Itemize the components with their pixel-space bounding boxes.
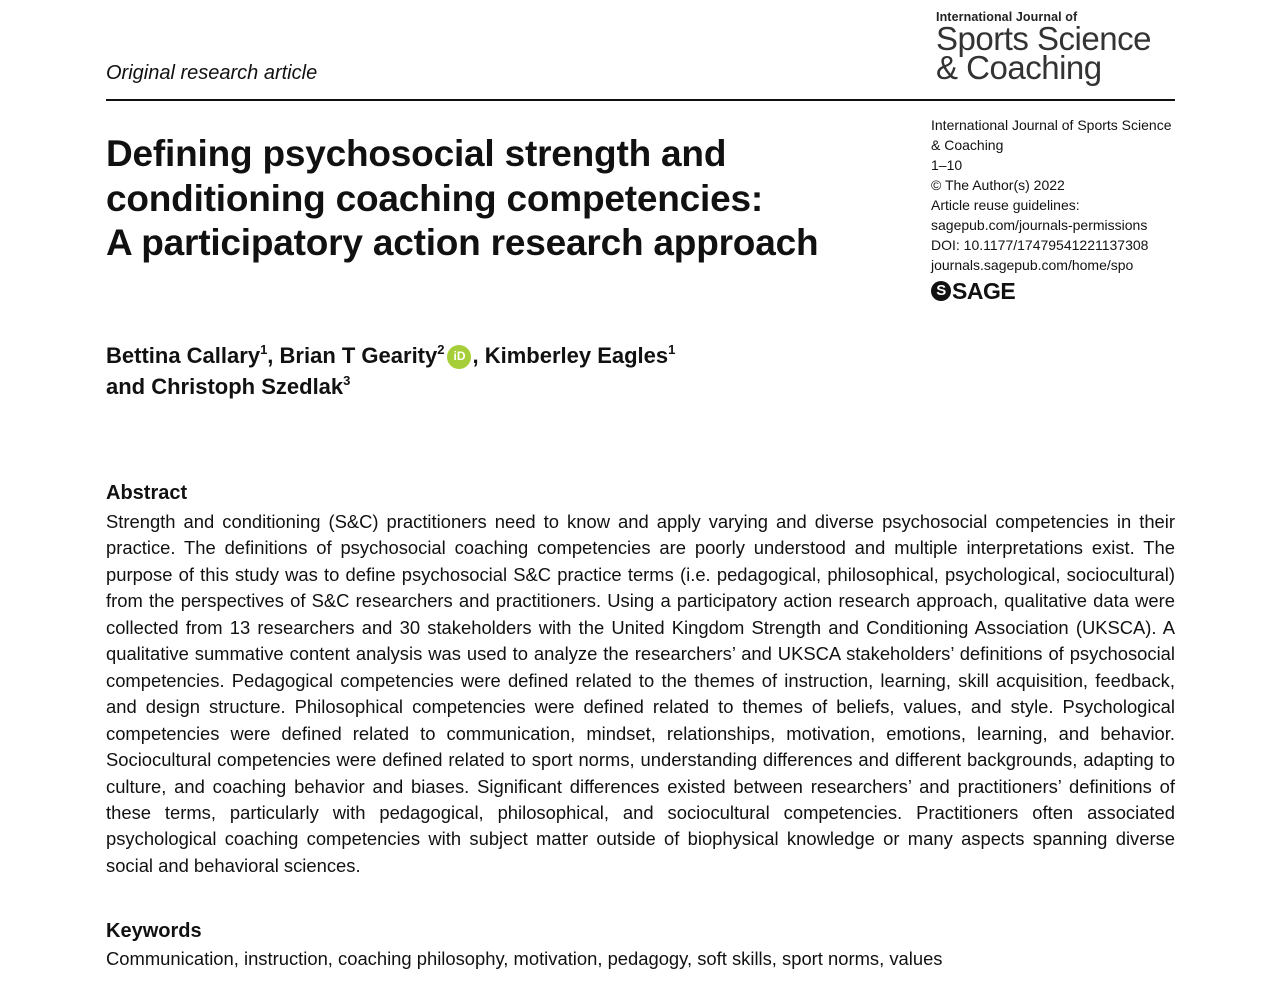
keywords-text: Communication, instruction, coaching philosophy, motivation, pedagogy, soft skills, sport norms, values [106,948,943,969]
journal-logo [936,10,1196,86]
publisher-logo [931,278,1191,304]
author-affiliation: 1 [260,342,268,357]
meta-journal-line2: & Coaching [931,137,1004,153]
meta-doi[interactable]: DOI: 10.1177/17479541221137308 [931,237,1149,253]
meta-journal-line1: International Journal of Sports Science [931,117,1172,133]
author-line [106,340,906,371]
meta-reuse-label: Article reuse guidelines: [931,197,1080,213]
meta-home-link[interactable]: journals.sagepub.com/home/spo [931,257,1134,273]
keywords-heading: Keywords [106,920,202,942]
title-line: conditioning coaching competencies: [106,177,764,219]
meta-reuse-link[interactable]: sagepub.com/journals-permissions [931,217,1148,233]
journal-metadata [931,115,1191,304]
author-name: Brian T Gearity [279,343,438,368]
author-separator: and [106,374,152,399]
author-separator: , [472,343,485,368]
publisher-logo-text: SAGE [952,278,1016,304]
abstract-heading: Abstract [106,482,188,504]
article-type-label: Original research article [106,62,318,84]
article-title [106,132,906,266]
title-line: A participatory action research approach [106,222,819,263]
journal-logo-line2: Sports Science [936,20,1151,57]
author-name: Christoph Szedlak [151,374,344,399]
abstract-text: Strength and conditioning (S&C) practitioners need to know and apply varying and diverse psychosocial competencies in their practice. The definitions of psychosocial coaching competencies are poorly understood and multiple interpretations exist. The purpose of this study was to define psychosocial S&C practice terms (i.e. pedagogical, philosophical, psychological, sociocultural) from the perspectives of S&C researchers and practitioners. Using a participatory action research approach, qualitative data were collected from 13 researchers and 30 stakeholders with the United Kingdom Strength and Conditioning Association (UKSCA). A qualitative summative content analysis was used to analyze the researchers’ and UKSCA stakeholders’ definitions of psychosocial competencies. Pedagogical competencies were defined related to the themes of instruction, learning, skill acquisition, feedback, and design structure. Philosophical competencies were defined related to themes of beliefs, values, and style. Psychological competencies were defined related to communication, mindset, relationships, motivation, emotions, learning, and behavior. Sociocultural competencies were defined related to sport norms, understanding differences and different backgrounds, adapting to culture, and coaching behavior and biases. Significant differences existed between researchers’ and practitioners’ definitions of these terms, particularly with pedagogical, philosophical, and sociocultural competencies. Practitioners often associated psychological coaching competencies with subject matter outside of biophysical knowledge or many aspects spanning diverse social and behavioral sciences. [106,511,1175,876]
author-affiliation: 3 [343,373,351,388]
meta-copyright: © The Author(s) 2022 [931,177,1065,193]
author-line [106,371,906,402]
header-divider [106,99,1175,101]
author-name: Kimberley Eagles [484,343,669,368]
author-name: Bettina Callary [106,343,261,368]
sage-s-icon: S [931,281,951,301]
author-affiliation: 1 [668,342,676,357]
author-list [106,340,906,402]
journal-logo-line1: International Journal of [936,10,1078,24]
orcid-icon[interactable]: iD [447,345,471,369]
author-separator: , [267,343,280,368]
author-affiliation: 2 [437,342,445,357]
journal-logo-line3: & Coaching [936,49,1102,86]
meta-pages: 1–10 [931,157,963,173]
title-line: Defining psychosocial strength and [106,133,727,174]
